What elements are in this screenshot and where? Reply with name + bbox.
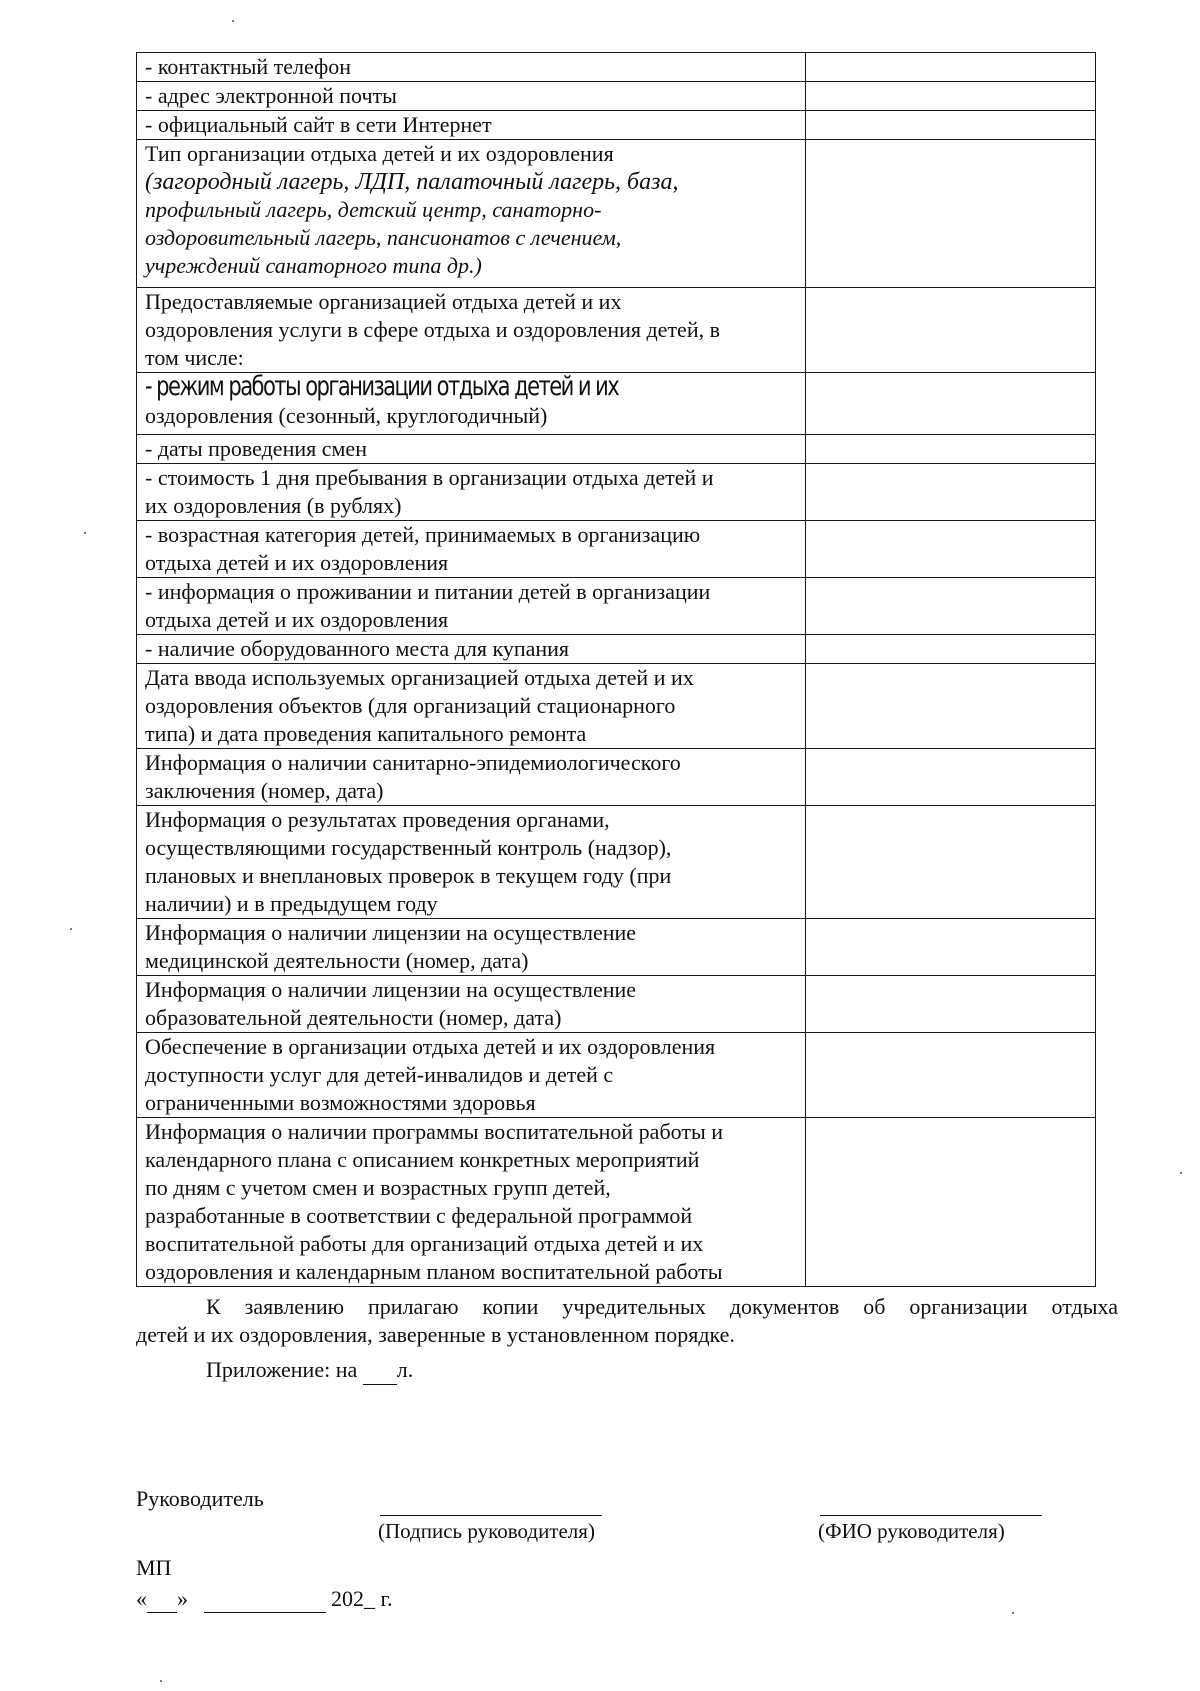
- row-value-cell[interactable]: [806, 664, 1096, 749]
- table-row: [137, 919, 1096, 976]
- row-label-line: оздоровления (сезонный, круглогодичный): [145, 403, 548, 428]
- date-day-blank[interactable]: [147, 1586, 177, 1613]
- row-label-line: оздоровления и календарным планом воспитательной работы: [145, 1259, 723, 1284]
- table-row: [137, 53, 1096, 82]
- row-label-line: ограниченными возможностями здоровья: [145, 1090, 536, 1115]
- row-label-cell: [137, 464, 806, 521]
- row-value-cell[interactable]: [806, 919, 1096, 976]
- role-label: Руководитель: [136, 1486, 264, 1511]
- row-value-cell[interactable]: [806, 435, 1096, 464]
- row-label-line: Информация о наличии лицензии на осуществление: [145, 977, 637, 1002]
- table-row: [137, 288, 1096, 373]
- scan-speck: [1180, 1172, 1182, 1174]
- row-label-line: заключения (номер, дата): [145, 778, 384, 803]
- row-label-italic-line: профильный лагерь, детский центр, санаторно-: [145, 197, 602, 222]
- row-label-line: по дням с учетом смен и возрастных групп детей,: [145, 1175, 611, 1200]
- row-label-cell: [137, 635, 806, 664]
- date-year: 202_ г.: [331, 1586, 393, 1611]
- row-label-line: - наличие оборудованного места для купания: [145, 636, 570, 661]
- row-value-cell[interactable]: [806, 635, 1096, 664]
- table-row: [137, 373, 1096, 435]
- row-label-line: осуществляющими государственный контроль (надзор),: [145, 835, 672, 860]
- table-row: [137, 435, 1096, 464]
- row-label-line: плановых и внеплановых проверок в текущем году (при: [145, 863, 672, 888]
- row-value-cell[interactable]: [806, 806, 1096, 919]
- row-label-line: разработанные в соответствии с федеральной программой: [145, 1203, 693, 1228]
- row-value-cell[interactable]: [806, 373, 1096, 435]
- row-label-italic-line: оздоровительный лагерь, пансионатов с лечением,: [145, 225, 622, 250]
- row-label-line: - информация о проживании и питании детей в организации: [145, 579, 711, 604]
- row-label-line: их оздоровления (в рублях): [145, 493, 402, 518]
- signature-caption: (Подпись руководителя): [378, 1519, 595, 1543]
- row-label-line: - стоимость 1 дня пребывания в организации отдыха детей и: [145, 465, 714, 490]
- row-label-cell: [137, 749, 806, 806]
- annex-line: [206, 1356, 413, 1385]
- annex-suffix: л.: [396, 1357, 414, 1382]
- row-label-line: Информация о наличии лицензии на осуществление: [145, 920, 637, 945]
- table-row: [137, 1118, 1096, 1287]
- table-row: [137, 976, 1096, 1033]
- row-label-line: - адрес электронной почты: [145, 83, 397, 108]
- date-close-quote: »: [177, 1586, 188, 1611]
- row-label-cell: [137, 806, 806, 919]
- row-label-line: - контактный телефон: [145, 54, 352, 79]
- row-label-line: доступности услуг для детей-инвалидов и детей с: [145, 1062, 614, 1087]
- row-label-line: образовательной деятельности (номер, дата): [145, 1005, 562, 1030]
- row-label-line: Дата ввода используемых организацией отдыха детей и их: [145, 665, 694, 690]
- table-row: [137, 1033, 1096, 1118]
- full-name-caption: (ФИО руководителя): [818, 1519, 1005, 1543]
- row-value-cell[interactable]: [806, 111, 1096, 140]
- row-label-line: отдыха детей и их оздоровления: [145, 550, 449, 575]
- row-label-line: наличии) и в предыдущем году: [145, 891, 438, 916]
- table-row: [137, 521, 1096, 578]
- row-value-cell[interactable]: [806, 288, 1096, 373]
- row-label-line: календарного плана с описанием конкретных мероприятий: [145, 1147, 700, 1172]
- signature-line[interactable]: [380, 1515, 602, 1516]
- row-label-cell: [137, 1118, 806, 1287]
- row-label-line: - даты проведения смен: [145, 436, 367, 461]
- row-label-line: отдыха детей и их оздоровления: [145, 607, 449, 632]
- row-label-cell: [137, 1033, 806, 1118]
- date-line: [136, 1586, 393, 1613]
- attachment-paragraph-line-1: К заявлению прилагаю копии учредительных документов об организации отдыха: [206, 1294, 1118, 1319]
- row-label-cell: [137, 435, 806, 464]
- table-row: [137, 111, 1096, 140]
- scan-speck: [160, 1680, 162, 1682]
- attachment-paragraph: [136, 1293, 1118, 1349]
- row-label-cell: [137, 53, 806, 82]
- date-month-blank[interactable]: [204, 1586, 326, 1613]
- row-value-cell[interactable]: [806, 53, 1096, 82]
- row-label-cell: [137, 521, 806, 578]
- table-row: [137, 82, 1096, 111]
- scan-speck: [84, 532, 86, 534]
- row-label-cell: [137, 578, 806, 635]
- row-label-line: медицинской деятельности (номер, дата): [145, 948, 529, 973]
- row-label-cell: [137, 976, 806, 1033]
- full-name-line[interactable]: [820, 1515, 1042, 1516]
- row-value-cell[interactable]: [806, 578, 1096, 635]
- row-label-line: - официальный сайт в сети Интернет: [145, 112, 492, 137]
- row-value-cell[interactable]: [806, 82, 1096, 111]
- row-label-cell: [137, 373, 806, 435]
- row-label-line: Предоставляемые организацией отдыха детей и их: [145, 289, 622, 314]
- annex-prefix: Приложение: на: [206, 1357, 358, 1382]
- row-label-line: Информация о наличии санитарно-эпидемиологического: [145, 750, 681, 775]
- scan-speck: [232, 20, 234, 22]
- scan-speck: [1012, 1612, 1014, 1614]
- row-label-line: оздоровления услуги в сфере отдыха и оздоровления детей, в: [145, 317, 720, 342]
- row-label-cell: [137, 664, 806, 749]
- row-label-line: типа) и дата проведения капитального ремонта: [145, 721, 587, 746]
- table-row: [137, 140, 1096, 288]
- row-label-line: воспитательной работы для организаций отдыха детей и их: [145, 1231, 704, 1256]
- row-value-cell[interactable]: [806, 521, 1096, 578]
- row-label-italic-line: учреждений санаторного типа др.): [145, 253, 482, 278]
- table-row: [137, 464, 1096, 521]
- date-open-quote: «: [136, 1586, 147, 1611]
- row-label-line: том числе:: [145, 345, 244, 370]
- row-label-cell: [137, 919, 806, 976]
- row-value-cell[interactable]: [806, 1033, 1096, 1118]
- row-label-cell: [137, 111, 806, 140]
- row-value-cell[interactable]: [806, 1118, 1096, 1287]
- row-value-cell[interactable]: [806, 749, 1096, 806]
- row-value-cell[interactable]: [806, 976, 1096, 1033]
- row-label-italic-line: (загородный лагерь, ЛДП, палаточный лагерь, база,: [145, 169, 679, 195]
- attachment-paragraph-line-2: детей и их оздоровления, заверенные в установленном порядке.: [136, 1322, 735, 1347]
- scan-speck: [70, 928, 72, 930]
- row-value-cell[interactable]: [806, 464, 1096, 521]
- row-label-cell: [137, 140, 806, 288]
- annex-pages-blank[interactable]: [363, 1356, 397, 1385]
- row-label-line: Обеспечение в организации отдыха детей и их оздоровления: [145, 1034, 716, 1059]
- table-row: [137, 664, 1096, 749]
- row-value-cell[interactable]: [806, 140, 1096, 288]
- row-label-line: Информация о наличии программы воспитательной работы и: [145, 1119, 724, 1144]
- table-row: [137, 806, 1096, 919]
- row-label-line: Тип организации отдыха детей и их оздоровления: [145, 141, 614, 166]
- row-label-condensed-line: - режим работы организации отдыха детей и их: [145, 371, 619, 402]
- table-row: [137, 749, 1096, 806]
- row-label-line: - возрастная категория детей, принимаемых в организацию: [145, 522, 701, 547]
- row-label-line: оздоровления объектов (для организаций стационарного: [145, 693, 676, 718]
- stamp-label: МП: [136, 1555, 172, 1580]
- row-label-cell: [137, 82, 806, 111]
- row-label-cell: [137, 288, 806, 373]
- table-row: [137, 635, 1096, 664]
- organization-info-table: [136, 52, 1096, 1287]
- row-label-line: Информация о результатах проведения органами,: [145, 807, 610, 832]
- table-row: [137, 578, 1096, 635]
